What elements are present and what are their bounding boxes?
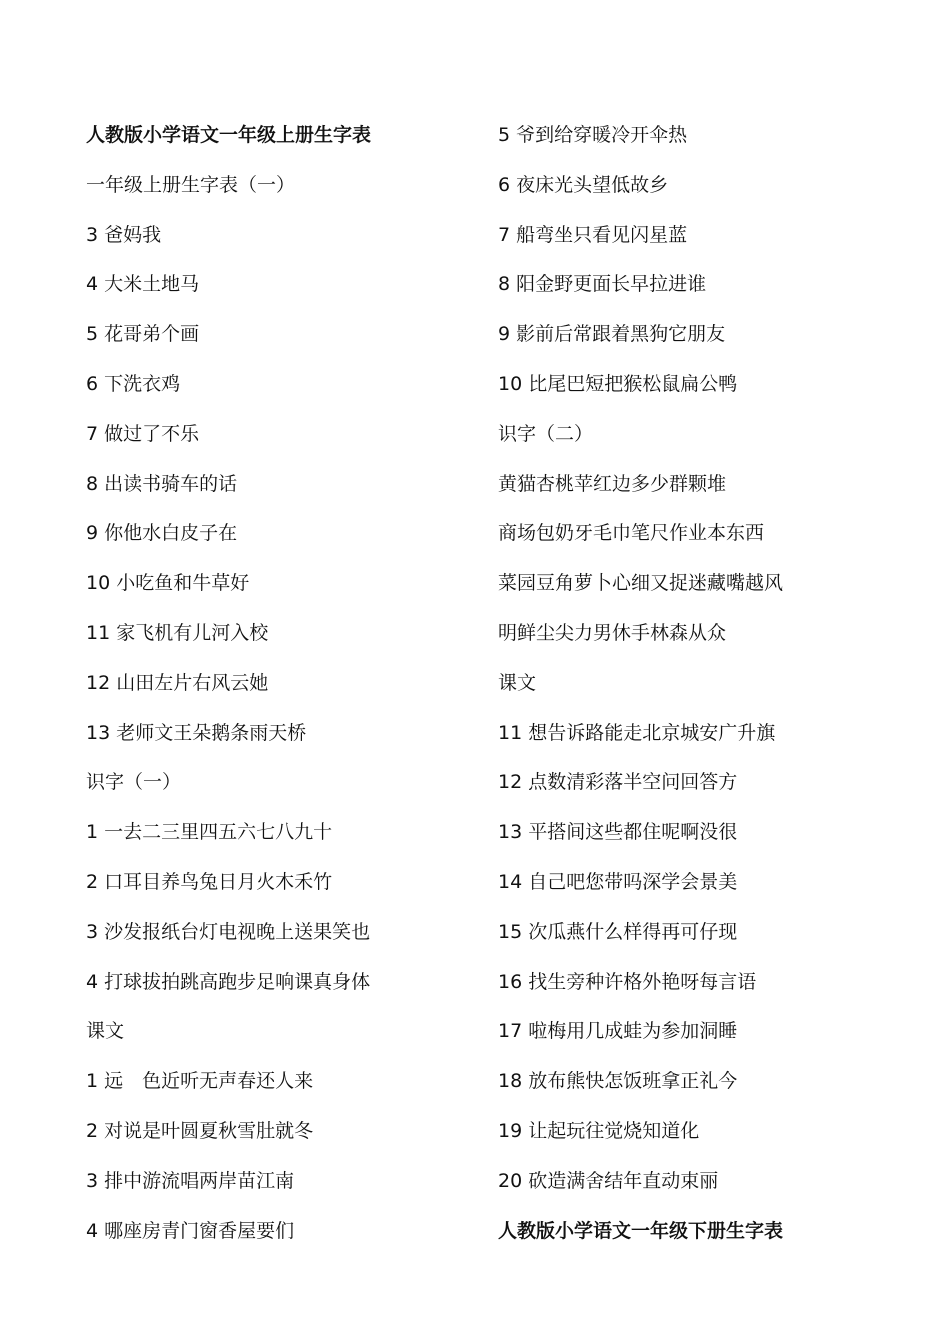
text-line: 14 自己吧您带吗深学会景美 <box>498 870 738 893</box>
text-line: 识字（一） <box>86 771 182 794</box>
text-line: 3 爸妈我 <box>86 223 162 246</box>
text-line: 15 次瓜燕什么样得再可仔现 <box>498 920 738 943</box>
right-column <box>498 121 928 1266</box>
text-line: 7 船弯坐只看见闪星蓝 <box>498 223 688 246</box>
text-line: 10 小吃鱼和牛草好 <box>86 572 250 595</box>
text-line: 12 山田左片右风云她 <box>86 671 269 694</box>
text-line: 5 花哥弟个画 <box>86 323 200 346</box>
text-line: 8 阳金野更面长早拉进谁 <box>498 273 707 296</box>
text-line: 3 沙发报纸台灯电视晚上送果笑也 <box>86 920 371 943</box>
text-line: 1 一去二三里四五六七八九十 <box>86 821 333 844</box>
text-line: 2 口耳目养鸟兔日月火木禾竹 <box>86 870 333 893</box>
section-heading: 人教版小学语文一年级上册生字表 <box>86 124 372 146</box>
text-line: 识字（二） <box>498 422 594 445</box>
text-line: 4 大米土地马 <box>86 273 200 296</box>
text-line: 10 比尾巴短把猴松鼠扁公鸭 <box>498 372 738 395</box>
text-line: 18 放布熊快怎饭班拿正礼今 <box>498 1070 738 1093</box>
text-line: 16 找生旁种许格外艳呀每言语 <box>498 970 757 993</box>
text-line: 明鲜尘尖力男休手林森从众 <box>498 621 727 644</box>
text-line: 黄猫杏桃苹红边多少群颗堆 <box>498 472 727 495</box>
text-line: 11 家飞机有儿河入校 <box>86 621 269 644</box>
text-line: 7 做过了不乐 <box>86 422 200 445</box>
text-line: 9 影前后常跟着黑狗它朋友 <box>498 323 726 346</box>
text-line: 8 出读书骑车的话 <box>86 472 238 495</box>
text-line: 17 啦梅用几成蛙为参加洞睡 <box>498 1020 738 1043</box>
text-line: 5 爷到给穿暖冷开伞热 <box>498 124 688 146</box>
text-line: 6 下洗衣鸡 <box>86 372 181 395</box>
text-line: 20 砍造满舍结年直动束丽 <box>498 1169 719 1192</box>
text-line: 13 平搭间这些都住呢啊没很 <box>498 821 738 844</box>
text-line: 课文 <box>498 671 537 694</box>
text-line: 19 让起玩往觉烧知道化 <box>498 1119 700 1142</box>
text-line: 一年级上册生字表（一） <box>86 173 296 196</box>
text-line: 2 对说是叶圆夏秋雪肚就冬 <box>86 1119 314 1142</box>
text-line: 12 点数清彩落半空问回答方 <box>498 771 738 794</box>
text-line: 6 夜床光头望低故乡 <box>498 173 669 196</box>
text-line: 4 哪座房青门窗香屋要们 <box>86 1219 295 1242</box>
left-column <box>86 121 506 1266</box>
text-line: 4 打球拔拍跳高跑步足响课真身体 <box>86 970 371 993</box>
text-line: 9 你他水白皮子在 <box>86 522 238 545</box>
text-line: 11 想告诉路能走北京城安广升旗 <box>498 721 776 744</box>
text-line: 课文 <box>86 1020 125 1043</box>
section-heading: 人教版小学语文一年级下册生字表 <box>498 1219 784 1242</box>
text-line: 商场包奶牙毛巾笔尺作业本东西 <box>498 522 765 545</box>
text-line: 1 远 色近听无声春还人来 <box>86 1070 314 1093</box>
text-line: 菜园豆角萝卜心细又捉迷藏嘴越风 <box>498 572 784 595</box>
text-line: 13 老师文王朵鹅条雨天桥 <box>86 721 307 744</box>
text-line: 3 排中游流唱两岸苗江南 <box>86 1169 295 1192</box>
